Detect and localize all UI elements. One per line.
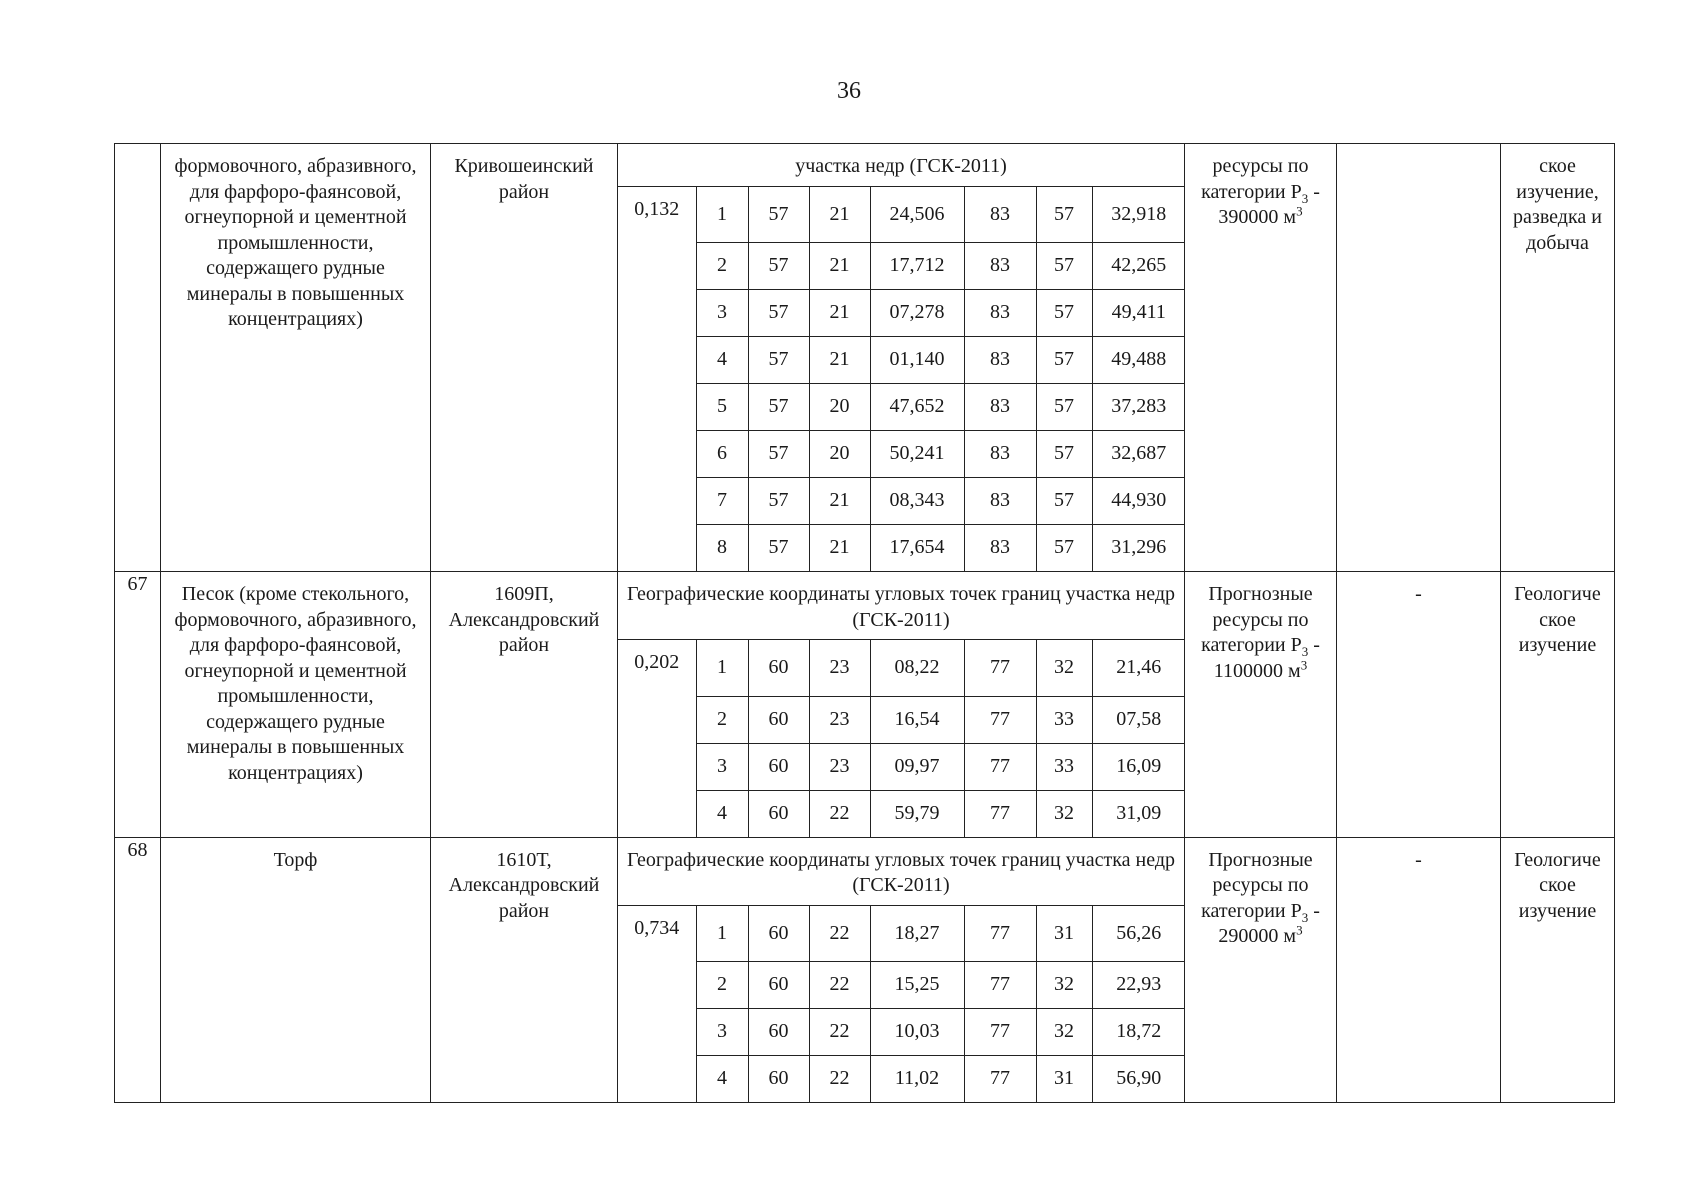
- lat-minutes: 21: [809, 478, 870, 525]
- resources-category-index: 3: [1301, 644, 1309, 659]
- area-spacer: [618, 478, 696, 525]
- resources-category-index: 3: [1301, 190, 1309, 206]
- area-spacer: [618, 962, 696, 1009]
- resources-amount: - 390000 м: [1218, 180, 1320, 228]
- point-number: 2: [696, 696, 748, 743]
- lat-seconds: 08,22: [870, 640, 964, 697]
- coordinate-point-row: [618, 337, 1185, 384]
- table-row: [115, 837, 1615, 1103]
- lat-minutes: 21: [809, 243, 870, 290]
- reserves-dash: [1337, 144, 1501, 572]
- lon-degrees: 77: [964, 696, 1036, 743]
- lat-minutes: 20: [809, 384, 870, 431]
- mineral-name: Торф: [161, 837, 431, 1103]
- point-number: 4: [696, 337, 748, 384]
- lat-seconds: 15,25: [870, 962, 964, 1009]
- lon-degrees: 77: [964, 1056, 1036, 1103]
- coordinate-point-row: [618, 790, 1185, 837]
- lon-minutes: 33: [1036, 743, 1092, 790]
- lon-minutes: 57: [1036, 431, 1092, 478]
- lon-degrees: 83: [964, 525, 1036, 572]
- lon-minutes: 57: [1036, 478, 1092, 525]
- point-number: 1: [696, 186, 748, 243]
- lon-seconds: 37,283: [1092, 384, 1185, 431]
- lat-seconds: 24,506: [870, 186, 964, 243]
- resources: [1185, 144, 1337, 572]
- lon-degrees: 83: [964, 243, 1036, 290]
- lon-minutes: 32: [1036, 640, 1092, 697]
- resources-amount: - 1100000 м: [1213, 634, 1320, 682]
- coordinate-point-row: [618, 478, 1185, 525]
- location: 1609П, Александровский район: [431, 572, 618, 838]
- lat-seconds: 16,54: [870, 696, 964, 743]
- mineral-name: формовочного, абразивного, для фарфоро-фаянсовой, огнеупорной и цементной промышленности, содержащего рудные минералы в повышенных концентрациях): [161, 144, 431, 572]
- coordinates-cell: [618, 572, 1185, 838]
- lon-degrees: 77: [964, 743, 1036, 790]
- lon-seconds: 07,58: [1092, 696, 1185, 743]
- point-number: 1: [696, 640, 748, 697]
- lon-seconds: 31,296: [1092, 525, 1185, 572]
- lon-degrees: 83: [964, 290, 1036, 337]
- lat-minutes: 21: [809, 186, 870, 243]
- lat-degrees: 60: [748, 743, 809, 790]
- coordinates-cell: [618, 144, 1185, 572]
- lon-minutes: 32: [1036, 790, 1092, 837]
- lat-seconds: 10,03: [870, 1009, 964, 1056]
- table-row: [115, 144, 1615, 572]
- lon-minutes: 57: [1036, 290, 1092, 337]
- lon-seconds: 18,72: [1092, 1009, 1185, 1056]
- point-number: 5: [696, 384, 748, 431]
- table-row: [115, 572, 1615, 838]
- row-number: 68: [115, 837, 161, 1103]
- lon-degrees: 77: [964, 640, 1036, 697]
- lon-seconds: 32,687: [1092, 431, 1185, 478]
- lat-degrees: 60: [748, 905, 809, 962]
- lon-minutes: 32: [1036, 962, 1092, 1009]
- area-spacer: [618, 290, 696, 337]
- lon-seconds: 22,93: [1092, 962, 1185, 1009]
- resources-amount: - 290000 м: [1218, 899, 1320, 947]
- coordinate-point-row: [618, 243, 1185, 290]
- resources-category-index: 3: [1301, 909, 1309, 925]
- coordinates-header: Географические координаты угловых точек границ участка недр (ГСК-2011): [626, 583, 1175, 631]
- coordinate-point-row: [618, 186, 1185, 243]
- row-number: [115, 144, 161, 572]
- lon-seconds: 21,46: [1092, 640, 1185, 697]
- lat-minutes: 20: [809, 431, 870, 478]
- purpose: Геологиче ское изучение: [1501, 572, 1615, 838]
- resources-unit-power: 3: [1300, 656, 1308, 672]
- area-spacer: [618, 1056, 696, 1103]
- lat-degrees: 60: [748, 1009, 809, 1056]
- point-number: 3: [696, 1009, 748, 1056]
- lon-minutes: 32: [1036, 1009, 1092, 1056]
- lon-seconds: 16,09: [1092, 743, 1185, 790]
- point-number: 2: [696, 962, 748, 1009]
- lat-minutes: 23: [809, 743, 870, 790]
- purpose: ское изучение, разведка и добыча: [1501, 144, 1615, 572]
- lat-seconds: 47,652: [870, 384, 964, 431]
- lon-degrees: 77: [964, 962, 1036, 1009]
- lon-degrees: 83: [964, 431, 1036, 478]
- lat-degrees: 57: [748, 186, 809, 243]
- point-number: 6: [696, 431, 748, 478]
- lon-degrees: 83: [964, 186, 1036, 243]
- lon-minutes: 57: [1036, 525, 1092, 572]
- lon-seconds: 42,265: [1092, 243, 1185, 290]
- lat-seconds: 01,140: [870, 337, 964, 384]
- coordinates-header: участка недр (ГСК-2011): [795, 155, 1007, 177]
- point-number: 3: [696, 743, 748, 790]
- subsoil-table: [114, 143, 1615, 1103]
- coordinate-point-row: [618, 696, 1185, 743]
- area-spacer: [618, 696, 696, 743]
- lat-minutes: 22: [809, 790, 870, 837]
- location: 1610Т, Александровский район: [431, 837, 618, 1103]
- area-spacer: [618, 243, 696, 290]
- lat-seconds: 50,241: [870, 431, 964, 478]
- lat-degrees: 57: [748, 290, 809, 337]
- resources: [1185, 572, 1337, 838]
- lon-degrees: 77: [964, 790, 1036, 837]
- lon-seconds: 49,411: [1092, 290, 1185, 337]
- coordinates-header: Географические координаты угловых точек границ участка недр (ГСК-2011): [626, 848, 1175, 896]
- resources-unit-power: 3: [1296, 922, 1303, 938]
- coordinate-point-row: [618, 431, 1185, 478]
- lat-degrees: 57: [748, 337, 809, 384]
- lon-minutes: 31: [1036, 1056, 1092, 1103]
- lon-minutes: 57: [1036, 337, 1092, 384]
- area-value: 0,734: [618, 905, 696, 962]
- lat-degrees: 60: [748, 790, 809, 837]
- lat-minutes: 21: [809, 290, 870, 337]
- lat-degrees: 57: [748, 525, 809, 572]
- lat-degrees: 57: [748, 243, 809, 290]
- lat-minutes: 23: [809, 640, 870, 697]
- coordinate-point-row: [618, 743, 1185, 790]
- page-number: 36: [837, 78, 861, 104]
- area-spacer: [618, 525, 696, 572]
- coordinate-point-row: [618, 640, 1185, 697]
- lat-degrees: 57: [748, 384, 809, 431]
- lat-seconds: 09,97: [870, 743, 964, 790]
- lon-degrees: 77: [964, 905, 1036, 962]
- coordinate-point-row: [618, 962, 1185, 1009]
- area-spacer: [618, 431, 696, 478]
- coordinate-point-row: [618, 290, 1185, 337]
- row-number: 67: [115, 572, 161, 838]
- lon-seconds: 49,488: [1092, 337, 1185, 384]
- point-number: 4: [696, 1056, 748, 1103]
- lat-seconds: 59,79: [870, 790, 964, 837]
- lon-minutes: 33: [1036, 696, 1092, 743]
- purpose: Геологиче ское изучение: [1501, 837, 1615, 1103]
- resources-text: Прогнозные ресурсы по категории Р: [1201, 848, 1313, 922]
- resources-text: ресурсы по категории Р: [1201, 155, 1309, 203]
- area-value: 0,202: [618, 640, 696, 697]
- mineral-name: Песок (кроме стекольного, формовочного, абразивного, для фарфоро-фаянсовой, огнеупорной и цементной промышленности, содержащего рудные минералы в повышенных концентрациях): [161, 572, 431, 838]
- lon-degrees: 83: [964, 478, 1036, 525]
- point-number: 1: [696, 905, 748, 962]
- reserves-dash: -: [1337, 837, 1501, 1103]
- lat-seconds: 18,27: [870, 905, 964, 962]
- lon-minutes: 31: [1036, 905, 1092, 962]
- lat-minutes: 21: [809, 525, 870, 572]
- lon-minutes: 57: [1036, 186, 1092, 243]
- coordinate-point-row: [618, 905, 1185, 962]
- lat-degrees: 57: [748, 431, 809, 478]
- area-spacer: [618, 1009, 696, 1056]
- point-number: 4: [696, 790, 748, 837]
- lon-seconds: 32,918: [1092, 186, 1185, 243]
- lat-minutes: 22: [809, 962, 870, 1009]
- lat-minutes: 22: [809, 905, 870, 962]
- area-spacer: [618, 790, 696, 837]
- resources-text: Прогнозные ресурсы по категории Р: [1201, 583, 1313, 656]
- lat-degrees: 60: [748, 696, 809, 743]
- point-number: 3: [696, 290, 748, 337]
- point-number: 8: [696, 525, 748, 572]
- resources-unit-power: 3: [1296, 203, 1303, 219]
- area-spacer: [618, 384, 696, 431]
- coordinate-point-row: [618, 384, 1185, 431]
- lat-seconds: 07,278: [870, 290, 964, 337]
- coordinates-cell: [618, 837, 1185, 1103]
- coordinates-table: [618, 905, 1185, 1103]
- lat-minutes: 22: [809, 1056, 870, 1103]
- lat-minutes: 22: [809, 1009, 870, 1056]
- lon-degrees: 77: [964, 1009, 1036, 1056]
- lon-seconds: 44,930: [1092, 478, 1185, 525]
- coordinate-point-row: [618, 525, 1185, 572]
- coordinate-point-row: [618, 1056, 1185, 1103]
- coordinate-point-row: [618, 1009, 1185, 1056]
- lon-degrees: 83: [964, 337, 1036, 384]
- lon-minutes: 57: [1036, 384, 1092, 431]
- lon-seconds: 56,90: [1092, 1056, 1185, 1103]
- lat-minutes: 21: [809, 337, 870, 384]
- lon-seconds: 56,26: [1092, 905, 1185, 962]
- lon-degrees: 83: [964, 384, 1036, 431]
- reserves-dash: -: [1337, 572, 1501, 838]
- lat-degrees: 60: [748, 1056, 809, 1103]
- lon-minutes: 57: [1036, 243, 1092, 290]
- lon-seconds: 31,09: [1092, 790, 1185, 837]
- resources: [1185, 837, 1337, 1103]
- lat-degrees: 60: [748, 640, 809, 697]
- lat-seconds: 17,712: [870, 243, 964, 290]
- area-spacer: [618, 743, 696, 790]
- lat-minutes: 23: [809, 696, 870, 743]
- area-spacer: [618, 337, 696, 384]
- point-number: 7: [696, 478, 748, 525]
- lat-seconds: 17,654: [870, 525, 964, 572]
- coordinates-table: [618, 639, 1185, 837]
- lat-seconds: 08,343: [870, 478, 964, 525]
- lat-degrees: 60: [748, 962, 809, 1009]
- area-value: 0,132: [618, 186, 696, 243]
- lat-degrees: 57: [748, 478, 809, 525]
- point-number: 2: [696, 243, 748, 290]
- lat-seconds: 11,02: [870, 1056, 964, 1103]
- location: Кривошеинский район: [431, 144, 618, 572]
- coordinates-table: [618, 186, 1185, 572]
